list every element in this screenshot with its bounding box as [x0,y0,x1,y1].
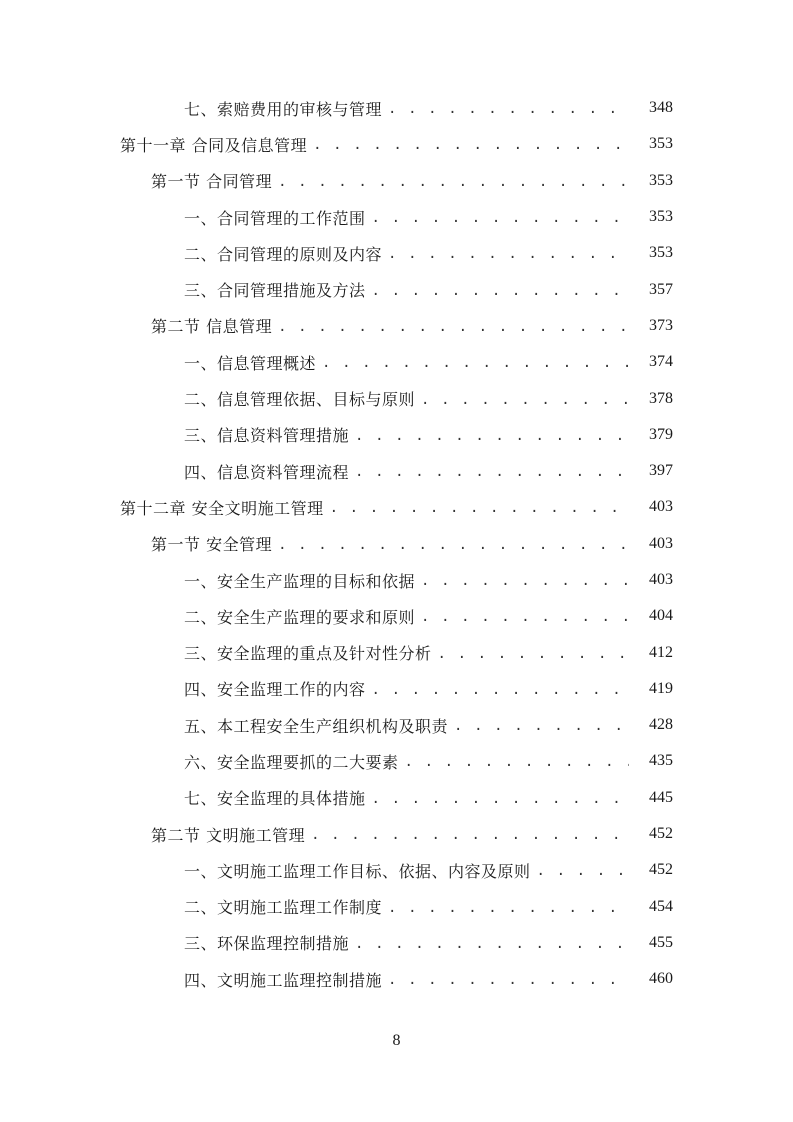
toc-dot-leader [454,718,629,734]
toc-entry[interactable] [0,598,793,634]
toc-entry[interactable] [0,126,793,162]
toc-entry[interactable] [0,562,793,598]
toc-dot-leader [372,791,629,807]
toc-entry-page: 353 [649,171,673,189]
toc-entry[interactable] [0,707,793,743]
toc-entry[interactable] [0,235,793,271]
toc-dot-leader [537,863,629,879]
toc-entry-title: 四、文明施工监理控制措施 [184,970,383,990]
toc-entry-page: 378 [649,389,673,407]
toc-entry-page: 452 [649,861,673,879]
toc-dot-leader [278,174,629,190]
toc-entry-title: 四、安全监理工作的内容 [184,680,366,700]
toc-dot-leader [278,319,629,335]
toc-dot-leader [355,428,629,444]
toc-entry[interactable] [0,852,793,888]
toc-dot-leader [388,246,629,262]
toc-entry[interactable] [0,671,793,707]
toc-dot-leader [330,500,629,516]
toc-entry[interactable] [0,925,793,961]
toc-entry-title: 三、安全监理的重点及针对性分析 [184,644,432,664]
toc-entry[interactable] [0,889,793,925]
toc-dot-leader [278,537,629,553]
toc-entry-page: 419 [649,679,673,697]
toc-entry-page: 373 [649,316,673,334]
toc-entry-page: 445 [649,788,673,806]
toc-entry-title: 一、文明施工监理工作目标、依据、内容及原则 [184,861,531,881]
toc-entry-page: 403 [649,498,673,516]
toc-dot-leader [405,754,629,770]
toc-entry[interactable] [0,634,793,670]
toc-dot-leader [372,283,629,299]
toc-entry-title: 三、信息资料管理措施 [184,426,350,446]
toc-entry-title: 三、环保监理控制措施 [184,934,350,954]
toc-entry[interactable] [0,816,793,852]
toc-entry[interactable] [0,780,793,816]
toc-dot-leader [388,972,629,988]
toc-entry[interactable] [0,526,793,562]
toc-entry[interactable] [0,743,793,779]
toc-entry-title: 三、合同管理措施及方法 [184,281,366,301]
toc-entry-page: 374 [649,353,673,371]
toc-dot-leader [388,900,629,916]
toc-entry[interactable] [0,90,793,126]
toc-entry-title: 六、安全监理要抓的二大要素 [184,752,399,772]
toc-entry-title: 第一节 安全管理 [151,535,273,555]
toc-entry[interactable] [0,344,793,380]
toc-dot-leader [388,101,629,117]
toc-entry-title: 二、安全生产监理的要求和原则 [184,607,416,627]
toc-dot-leader [421,609,629,625]
toc-entry-page: 404 [649,607,673,625]
toc-entry-page: 460 [649,970,673,988]
toc-dot-leader [313,137,629,153]
toc-entry-title: 第十二章 安全文明施工管理 [120,498,324,518]
toc-entry-title: 五、本工程安全生产组织机构及职责 [184,716,449,736]
toc-dot-leader [311,827,629,843]
toc-entry-title: 七、安全监理的具体措施 [184,789,366,809]
toc-entry-title: 第十一章 合同及信息管理 [120,135,308,155]
toc-dot-leader [421,573,629,589]
toc-entry-page: 435 [649,752,673,770]
toc-entry-page: 353 [649,244,673,262]
toc-entry-title: 二、合同管理的原则及内容 [184,244,383,264]
toc-entry-page: 379 [649,425,673,443]
toc-entry-title: 七、索赔费用的审核与管理 [184,99,383,119]
toc-entry-title: 第二节 信息管理 [151,317,273,337]
toc-entry[interactable] [0,199,793,235]
toc-entry-page: 452 [649,825,673,843]
toc-entry[interactable] [0,489,793,525]
toc-entry-title: 二、信息管理依据、目标与原则 [184,390,416,410]
toc-entry[interactable] [0,271,793,307]
toc-dot-leader [322,355,629,371]
table-of-contents [0,90,793,997]
toc-entry-title: 第一节 合同管理 [151,172,273,192]
toc-entry[interactable] [0,417,793,453]
toc-dot-leader [421,392,629,408]
toc-dot-leader [355,464,629,480]
toc-dot-leader [372,682,629,698]
toc-entry-page: 357 [649,280,673,298]
toc-entry-title: 四、信息资料管理流程 [184,462,350,482]
toc-entry[interactable] [0,961,793,997]
toc-dot-leader [355,936,629,952]
toc-entry-page: 428 [649,716,673,734]
toc-entry[interactable] [0,163,793,199]
toc-entry-page: 397 [649,462,673,480]
page-number: 8 [392,1032,401,1049]
toc-entry-title: 一、安全生产监理的目标和依据 [184,571,416,591]
toc-entry-page: 353 [649,208,673,226]
toc-dot-leader [438,646,629,662]
toc-entry[interactable] [0,308,793,344]
toc-entry[interactable] [0,453,793,489]
toc-entry-title: 二、文明施工监理工作制度 [184,898,383,918]
toc-entry-page: 455 [649,933,673,951]
toc-entry-page: 403 [649,534,673,552]
toc-entry-title: 一、信息管理概述 [184,353,317,373]
toc-entry-page: 348 [649,99,673,117]
toc-entry-page: 454 [649,897,673,915]
toc-entry[interactable] [0,380,793,416]
toc-entry-title: 一、合同管理的工作范围 [184,208,366,228]
toc-entry-page: 412 [649,643,673,661]
toc-entry-title: 第二节 文明施工管理 [151,825,306,845]
toc-entry-page: 403 [649,571,673,588]
toc-entry-page: 353 [649,135,673,153]
toc-dot-leader [372,210,629,226]
